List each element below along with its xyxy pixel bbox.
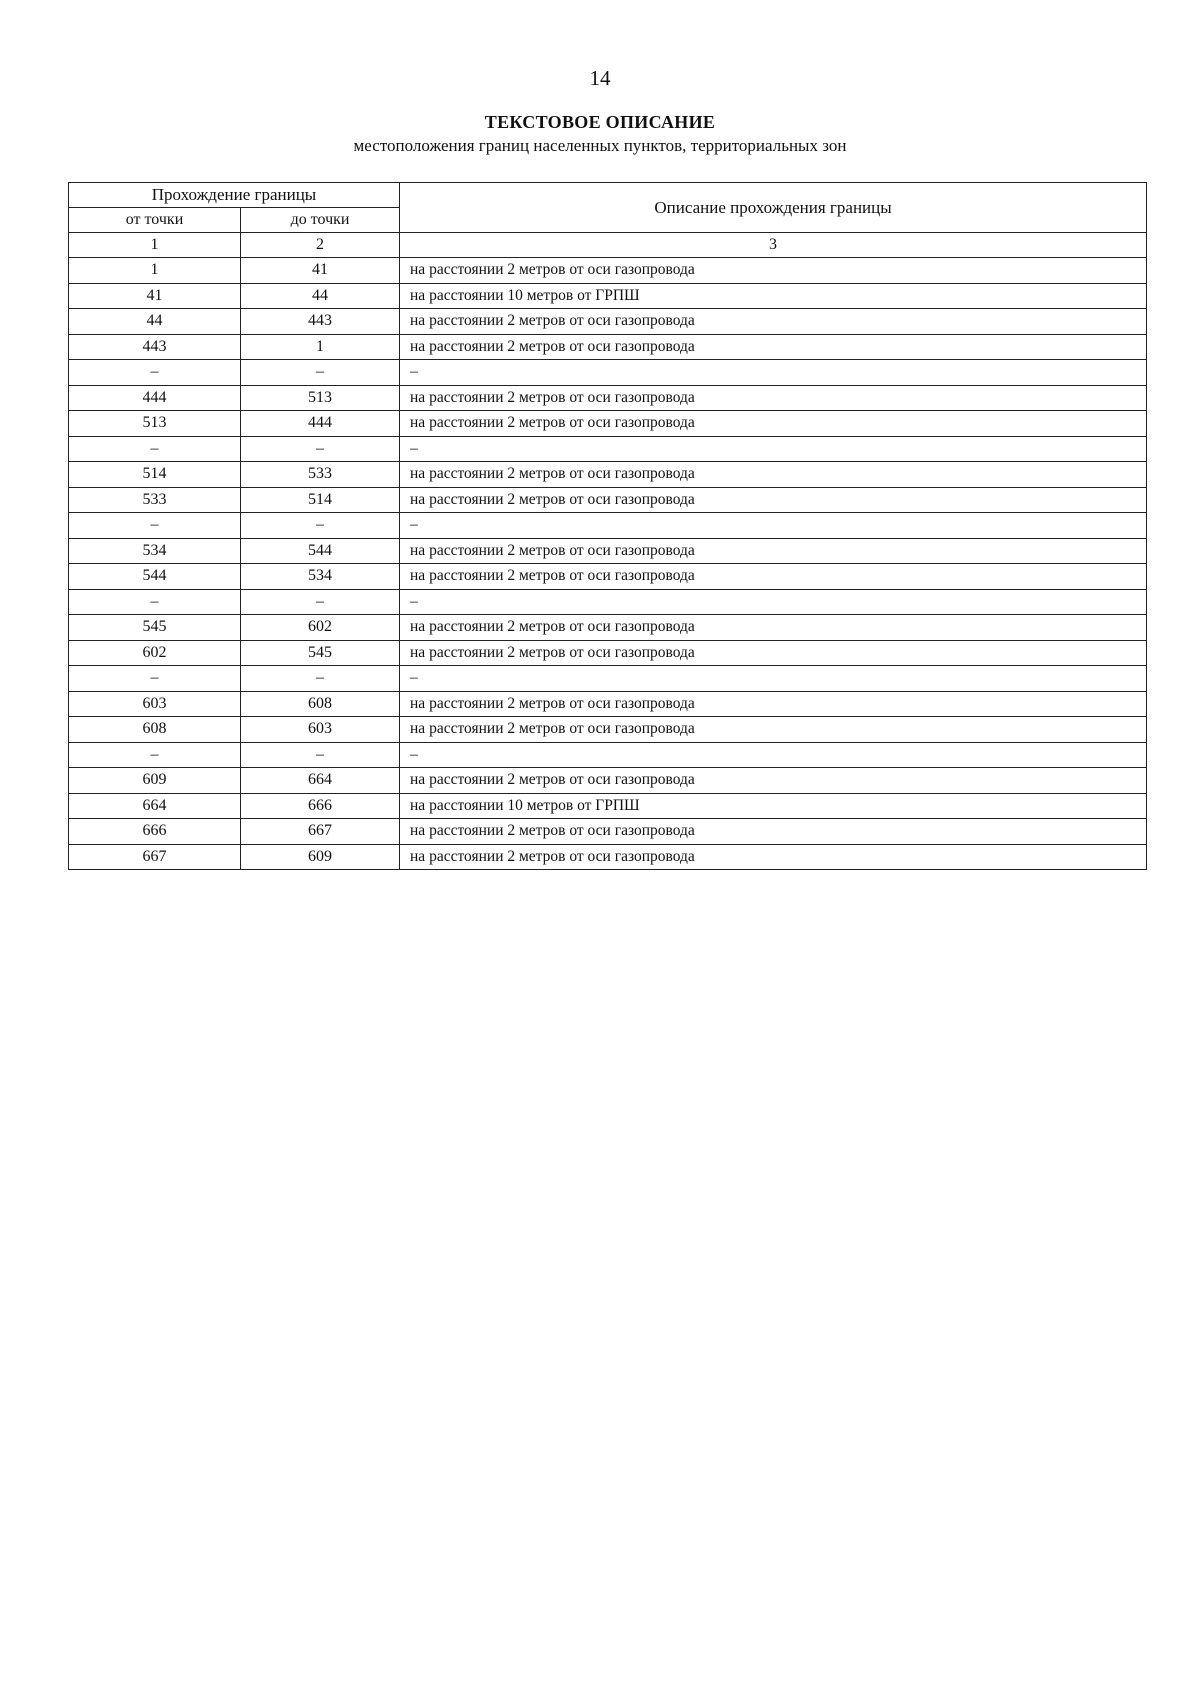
header-boundary-passage: Прохождение границы xyxy=(69,183,400,208)
to-point-cell: 664 xyxy=(241,768,400,794)
description-cell: на расстоянии 10 метров от ГРПШ xyxy=(400,283,1147,309)
from-point-cell: 41 xyxy=(69,283,241,309)
to-point-cell: 443 xyxy=(241,309,400,335)
from-point-cell: 1 xyxy=(69,258,241,284)
table-row xyxy=(69,538,1147,564)
description-cell: на расстоянии 2 метров от оси газопровода xyxy=(400,385,1147,411)
from-point-cell: 603 xyxy=(69,691,241,717)
description-cell: – xyxy=(400,360,1147,386)
from-point-cell: – xyxy=(69,513,241,539)
description-cell: на расстоянии 2 метров от оси газопровода xyxy=(400,844,1147,870)
to-point-cell: 602 xyxy=(241,615,400,641)
header-to-point: до точки xyxy=(241,208,400,233)
description-cell: на расстоянии 10 метров от ГРПШ xyxy=(400,793,1147,819)
table-row xyxy=(69,666,1147,692)
from-point-cell: – xyxy=(69,666,241,692)
table-row xyxy=(69,513,1147,539)
description-cell: – xyxy=(400,513,1147,539)
description-cell: – xyxy=(400,742,1147,768)
from-point-cell: 666 xyxy=(69,819,241,845)
table-row xyxy=(69,462,1147,488)
column-number: 3 xyxy=(400,233,1147,258)
description-cell: на расстоянии 2 метров от оси газопровода xyxy=(400,309,1147,335)
column-number: 1 xyxy=(69,233,241,258)
table-row xyxy=(69,258,1147,284)
from-point-cell: 44 xyxy=(69,309,241,335)
to-point-cell: 545 xyxy=(241,640,400,666)
header-description: Описание прохождения границы xyxy=(400,183,1147,233)
from-point-cell: – xyxy=(69,360,241,386)
to-point-cell: 44 xyxy=(241,283,400,309)
from-point-cell: – xyxy=(69,436,241,462)
description-cell: на расстоянии 2 метров от оси газопровода xyxy=(400,411,1147,437)
document-subtitle: местоположения границ населенных пунктов, территориальных зон xyxy=(353,136,847,155)
boundary-description-table xyxy=(68,182,1147,870)
table-row xyxy=(69,768,1147,794)
description-cell: на расстоянии 2 метров от оси газопровода xyxy=(400,717,1147,743)
from-point-cell: – xyxy=(69,589,241,615)
from-point-cell: 608 xyxy=(69,717,241,743)
table-row xyxy=(69,589,1147,615)
to-point-cell: 608 xyxy=(241,691,400,717)
column-number-row xyxy=(69,233,1147,258)
to-point-cell: – xyxy=(241,360,400,386)
table-row xyxy=(69,564,1147,590)
from-point-cell: 513 xyxy=(69,411,241,437)
to-point-cell: 609 xyxy=(241,844,400,870)
to-point-cell: – xyxy=(241,589,400,615)
table-row xyxy=(69,487,1147,513)
table-row xyxy=(69,334,1147,360)
to-point-cell: – xyxy=(241,666,400,692)
table-row xyxy=(69,844,1147,870)
to-point-cell: – xyxy=(241,742,400,768)
table-row xyxy=(69,742,1147,768)
to-point-cell: 603 xyxy=(241,717,400,743)
to-point-cell: – xyxy=(241,436,400,462)
header-from-point: от точки xyxy=(69,208,241,233)
description-cell: на расстоянии 2 метров от оси газопровода xyxy=(400,819,1147,845)
from-point-cell: 514 xyxy=(69,462,241,488)
from-point-cell: 602 xyxy=(69,640,241,666)
to-point-cell: 514 xyxy=(241,487,400,513)
from-point-cell: 667 xyxy=(69,844,241,870)
table-row xyxy=(69,283,1147,309)
description-cell: на расстоянии 2 метров от оси газопровода xyxy=(400,691,1147,717)
from-point-cell: – xyxy=(69,742,241,768)
column-number: 2 xyxy=(241,233,400,258)
table-row xyxy=(69,436,1147,462)
description-cell: на расстоянии 2 метров от оси газопровода xyxy=(400,538,1147,564)
to-point-cell: 534 xyxy=(241,564,400,590)
page-number: 14 xyxy=(589,66,611,90)
to-point-cell: 533 xyxy=(241,462,400,488)
from-point-cell: 664 xyxy=(69,793,241,819)
description-cell: на расстоянии 2 метров от оси газопровода xyxy=(400,258,1147,284)
description-cell: на расстоянии 2 метров от оси газопровода xyxy=(400,334,1147,360)
to-point-cell: 667 xyxy=(241,819,400,845)
from-point-cell: 534 xyxy=(69,538,241,564)
description-cell: на расстоянии 2 метров от оси газопровода xyxy=(400,462,1147,488)
table-row xyxy=(69,385,1147,411)
description-cell: на расстоянии 2 метров от оси газопровода xyxy=(400,640,1147,666)
table-row xyxy=(69,615,1147,641)
description-cell: на расстоянии 2 метров от оси газопровода xyxy=(400,487,1147,513)
to-point-cell: 444 xyxy=(241,411,400,437)
table-row xyxy=(69,793,1147,819)
to-point-cell: – xyxy=(241,513,400,539)
description-cell: – xyxy=(400,589,1147,615)
table-row xyxy=(69,640,1147,666)
description-cell: на расстоянии 2 метров от оси газопровода xyxy=(400,768,1147,794)
to-point-cell: 1 xyxy=(241,334,400,360)
from-point-cell: 545 xyxy=(69,615,241,641)
to-point-cell: 41 xyxy=(241,258,400,284)
description-cell: – xyxy=(400,436,1147,462)
from-point-cell: 609 xyxy=(69,768,241,794)
document-title: ТЕКСТОВОЕ ОПИСАНИЕ xyxy=(484,112,716,132)
table-row xyxy=(69,360,1147,386)
table-row xyxy=(69,717,1147,743)
description-cell: – xyxy=(400,666,1147,692)
from-point-cell: 443 xyxy=(69,334,241,360)
table-row xyxy=(69,309,1147,335)
from-point-cell: 544 xyxy=(69,564,241,590)
to-point-cell: 513 xyxy=(241,385,400,411)
description-cell: на расстоянии 2 метров от оси газопровода xyxy=(400,615,1147,641)
table-row xyxy=(69,819,1147,845)
table-header-row xyxy=(69,183,1147,208)
description-cell: на расстоянии 2 метров от оси газопровода xyxy=(400,564,1147,590)
table-row xyxy=(69,411,1147,437)
to-point-cell: 544 xyxy=(241,538,400,564)
to-point-cell: 666 xyxy=(241,793,400,819)
table-body xyxy=(69,258,1147,870)
from-point-cell: 444 xyxy=(69,385,241,411)
table-row xyxy=(69,691,1147,717)
from-point-cell: 533 xyxy=(69,487,241,513)
